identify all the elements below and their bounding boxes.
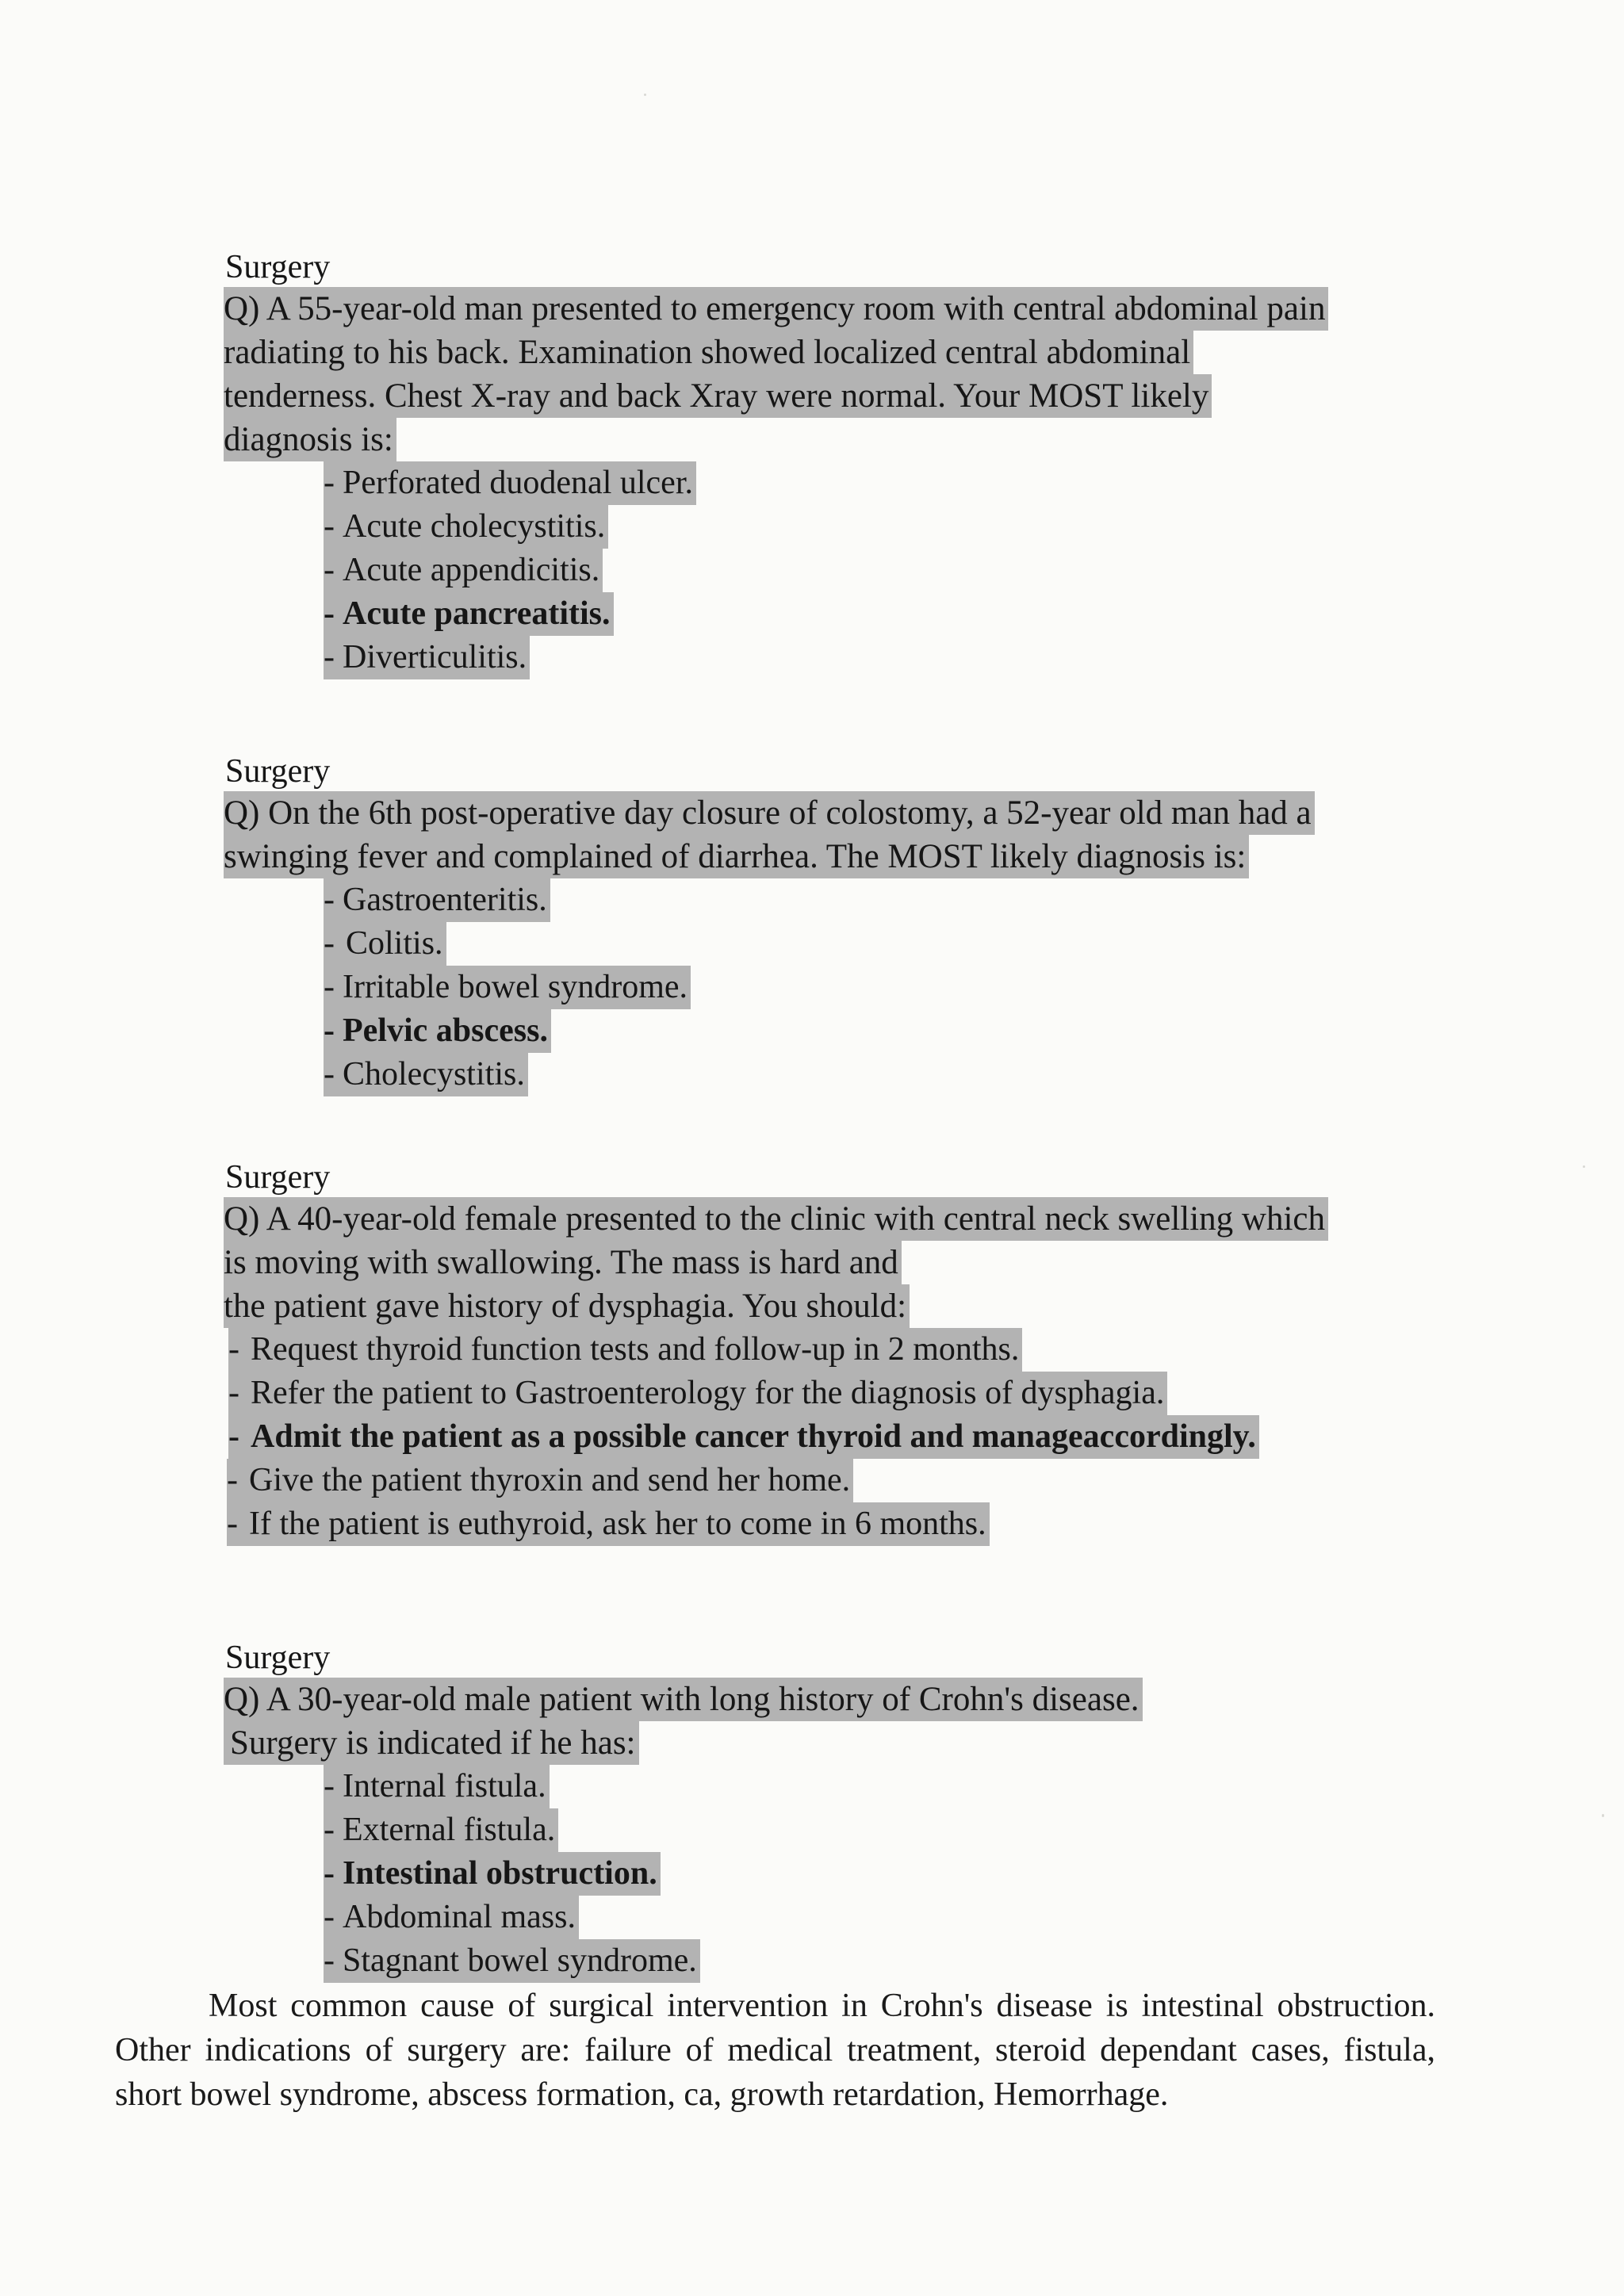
option-item: - Irritable bowel syndrome. <box>324 966 691 1009</box>
option-item: - Colitis. <box>324 922 446 966</box>
option-item-correct: - Admit the patient as a possible cancer thyroid and manageaccordingly. <box>228 1415 1259 1459</box>
option-item: - Abdominal mass. <box>324 1896 579 1939</box>
option-item-correct: - Acute pancreatitis. <box>324 592 614 636</box>
option-text: Pelvic abscess. <box>343 1012 548 1049</box>
option-text: Internal fistula. <box>343 1768 546 1804</box>
question-text <box>224 1197 1461 1328</box>
option-item: - Gastroenteritis. <box>324 878 550 922</box>
option-item: - External fistula. <box>324 1808 558 1852</box>
question-line: swinging fever and complained of diarrhea. The MOST likely diagnosis is: <box>224 835 1249 878</box>
option-text: Acute appendicitis. <box>343 552 600 588</box>
subject-label: Surgery <box>225 1159 331 1196</box>
question-block-3 <box>224 1158 1461 1546</box>
option-text: Cholecystitis. <box>343 1056 525 1093</box>
question-block-2 <box>224 752 1461 1096</box>
option-text: Diverticulitis. <box>343 639 527 675</box>
option-item-correct: - Intestinal obstruction. <box>324 1852 661 1896</box>
option-item: - Give the patient thyroxin and send her home. <box>227 1459 853 1502</box>
option-item: - Cholecystitis. <box>324 1053 528 1096</box>
option-text: Intestinal obstruction. <box>343 1855 657 1892</box>
option-item: - Perforated duodenal ulcer. <box>324 461 696 505</box>
question-line: the patient gave history of dysphagia. You should: <box>224 1284 910 1328</box>
question-text <box>224 287 1461 461</box>
option-text: Give the patient thyroxin and send her home. <box>249 1462 851 1498</box>
option-text: Abdominal mass. <box>343 1899 576 1935</box>
option-item: - Acute cholecystitis. <box>324 505 608 549</box>
subject-label: Surgery <box>225 1640 331 1676</box>
option-text: Colitis. <box>346 925 443 962</box>
option-item-correct: - Pelvic abscess. <box>324 1009 551 1053</box>
scan-speck <box>644 94 646 96</box>
question-line: Q) On the 6th post-operative day closure of colostomy, a 52-year old man had a <box>224 791 1315 835</box>
subject-label: Surgery <box>225 753 331 790</box>
option-item: - Internal fistula. <box>324 1765 550 1808</box>
subject-label: Surgery <box>225 249 331 285</box>
option-text: External fistula. <box>343 1812 556 1848</box>
question-line: Q) A 55-year-old man presented to emergency room with central abdominal pain <box>224 287 1328 331</box>
option-text: Acute cholecystitis. <box>343 508 606 545</box>
option-item: - Stagnant bowel syndrome. <box>324 1939 700 1983</box>
option-text: If the patient is euthyroid, ask her to come in 6 months. <box>249 1506 986 1542</box>
option-text: Request thyroid function tests and follow-up in 2 months. <box>251 1331 1020 1368</box>
question-line: is moving with swallowing. The mass is hard and <box>224 1241 902 1284</box>
scan-speck <box>1583 1165 1585 1168</box>
question-block-4 <box>224 1638 1461 1983</box>
question-block-1 <box>224 247 1461 679</box>
options-list <box>224 461 1461 679</box>
question-text <box>224 791 1461 878</box>
explanation-paragraph: Most common cause of surgical intervention in Crohn's disease is intestinal obstruction. Other indications of surgery are: failure of medical treatment, steroid dependant cases, fistula, short bowel syndrome, abscess formation, ca, growth retardation, Hemorrhage. <box>115 1988 1435 2113</box>
question-line: Surgery is indicated if he has: <box>224 1721 639 1765</box>
option-text: Acute pancreatitis. <box>343 595 611 632</box>
option-item: - Refer the patient to Gastroenterology for the diagnosis of dysphagia. <box>228 1372 1167 1415</box>
option-item: - Request thyroid function tests and follow-up in 2 months. <box>228 1328 1022 1372</box>
options-list <box>224 1328 1461 1546</box>
scan-speck <box>1602 1814 1604 1817</box>
option-text: Perforated duodenal ulcer. <box>343 465 693 501</box>
option-text: Irritable bowel syndrome. <box>343 969 688 1005</box>
options-list <box>224 1765 1461 1983</box>
question-line: radiating to his back. Examination showed localized central abdominal <box>224 331 1193 374</box>
options-list <box>224 878 1461 1096</box>
option-text: Stagnant bowel syndrome. <box>343 1942 697 1979</box>
option-text: Admit the patient as a possible cancer thyroid and manageaccordingly. <box>251 1418 1256 1455</box>
question-line: tenderness. Chest X-ray and back Xray were normal. Your MOST likely <box>224 374 1212 418</box>
option-item: - Diverticulitis. <box>324 636 530 679</box>
question-line: Q) A 40-year-old female presented to the clinic with central neck swelling which <box>224 1197 1328 1241</box>
question-line: diagnosis is: <box>224 418 396 461</box>
question-text <box>224 1678 1461 1765</box>
question-line: Q) A 30-year-old male patient with long history of Crohn's disease. <box>224 1678 1143 1721</box>
option-item: - Acute appendicitis. <box>324 549 603 592</box>
option-item: - If the patient is euthyroid, ask her to come in 6 months. <box>227 1502 990 1546</box>
option-text: Refer the patient to Gastroenterology for the diagnosis of dysphagia. <box>251 1375 1165 1411</box>
option-text: Gastroenteritis. <box>343 882 547 918</box>
